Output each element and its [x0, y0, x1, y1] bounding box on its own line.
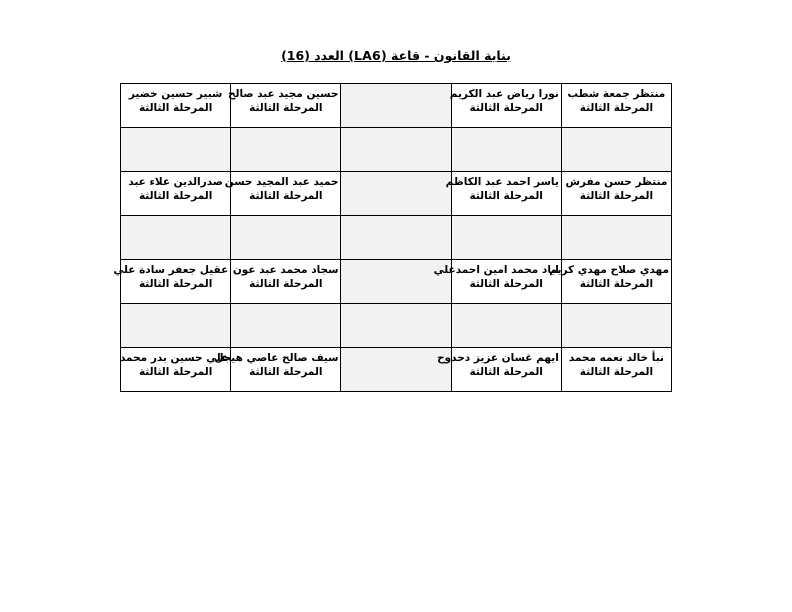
- table-row-names: [121, 260, 672, 304]
- stage-label: المرحلة الثالثة: [469, 366, 543, 378]
- student-name: شبير حسين خضير: [128, 88, 223, 100]
- student-name: علي حسين بدر محمد: [119, 352, 229, 364]
- student-cell: [561, 172, 671, 216]
- empty-cell: [341, 84, 451, 128]
- student-name: اياد محمد امين احمدعلي: [433, 264, 559, 276]
- student-name: نبأ خالد نعمه محمد: [568, 352, 664, 364]
- student-cell: [121, 348, 231, 392]
- student-cell: [121, 84, 231, 128]
- stage-label: المرحلة الثالثة: [138, 278, 213, 290]
- stage-label: المرحلة الثالثة: [138, 102, 213, 114]
- spacer-cell: [231, 304, 341, 348]
- spacer-cell: [121, 128, 231, 172]
- stage-label: المرحلة الثالثة: [138, 190, 213, 202]
- student-cell: [561, 84, 671, 128]
- table-row-names: [121, 348, 672, 392]
- spacer-cell: [561, 304, 671, 348]
- student-name: مهدي صلاح مهدي كريم: [549, 264, 669, 276]
- roster-table-body: [113, 84, 672, 392]
- table-row-names: [121, 172, 672, 216]
- spacer-cell: [341, 216, 451, 260]
- student-name: منتظر حسن مفرش: [565, 176, 668, 188]
- student-name: سيف صالح عاصي هيجل: [214, 352, 339, 364]
- spacer-cell: [231, 216, 341, 260]
- stage-label: المرحلة الثالثة: [249, 102, 323, 114]
- spacer-cell: [561, 128, 671, 172]
- student-name: منتظر جمعة شطب: [567, 88, 666, 100]
- student-cell: [113, 260, 231, 304]
- stage-label: المرحلة الثالثة: [249, 278, 323, 290]
- stage-label: المرحلة الثالثة: [469, 278, 543, 290]
- table-row-spacer: [121, 304, 672, 348]
- student-cell: [214, 348, 341, 392]
- table-row-names: [121, 84, 672, 128]
- spacer-cell: [451, 304, 561, 348]
- roster-table: [113, 83, 672, 392]
- student-name: حميد عبد المجيد حسن: [224, 176, 339, 188]
- student-name: ياسر احمد عبد الكاظم: [445, 176, 559, 188]
- stage-label: المرحلة الثالثة: [138, 366, 213, 378]
- student-name: صدرالدين علاء عبد: [128, 176, 223, 188]
- student-cell: [121, 172, 231, 216]
- stage-label: المرحلة الثالثة: [579, 102, 654, 114]
- student-cell: [227, 84, 341, 128]
- stage-label: المرحلة الثالثة: [579, 366, 654, 378]
- student-cell: [445, 172, 561, 216]
- stage-label: المرحلة الثالثة: [579, 278, 654, 290]
- student-name: حسين مجيد عبد صالح: [227, 88, 339, 100]
- student-name: ايهم غسان عزيز دحدوح: [437, 352, 559, 364]
- student-cell: [437, 348, 561, 392]
- stage-label: المرحلة الثالثة: [579, 190, 654, 202]
- student-cell: [433, 260, 561, 304]
- spacer-cell: [561, 216, 671, 260]
- student-name: سجاد محمد عبد عون: [232, 264, 339, 276]
- spacer-cell: [121, 216, 231, 260]
- student-cell: [224, 172, 341, 216]
- spacer-cell: [121, 304, 231, 348]
- stage-label: المرحلة الثالثة: [469, 190, 543, 202]
- stage-label: المرحلة الثالثة: [469, 102, 543, 114]
- student-cell: [451, 84, 561, 128]
- stage-label: المرحلة الثالثة: [249, 366, 323, 378]
- student-name: عقيل جعفر سادة علي: [113, 264, 229, 276]
- spacer-cell: [451, 128, 561, 172]
- spacer-cell: [341, 128, 451, 172]
- empty-cell: [341, 172, 451, 216]
- student-name: نورا رياض عبد الكريم: [449, 88, 559, 100]
- table-row-spacer: [121, 216, 672, 260]
- empty-cell: [341, 348, 451, 392]
- table-row-spacer: [121, 128, 672, 172]
- spacer-cell: [451, 216, 561, 260]
- student-cell: [561, 348, 671, 392]
- student-cell: [549, 260, 671, 304]
- page-title: بناية القانون - قاعة (LA6) العدد (16): [281, 48, 511, 63]
- stage-label: المرحلة الثالثة: [249, 190, 323, 202]
- spacer-cell: [231, 128, 341, 172]
- spacer-cell: [341, 304, 451, 348]
- student-cell: [231, 260, 341, 304]
